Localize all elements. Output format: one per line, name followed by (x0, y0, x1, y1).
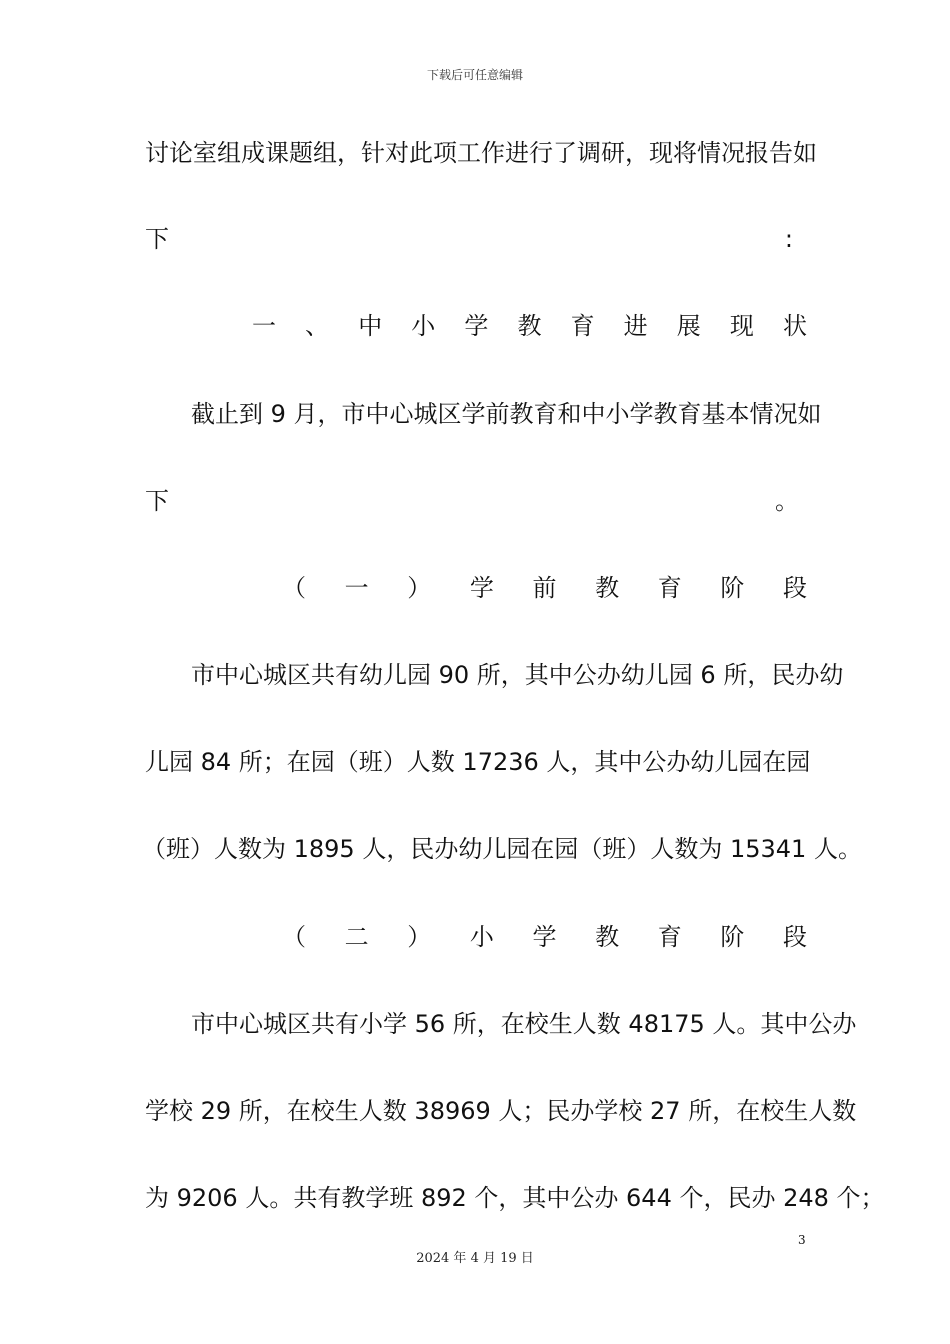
heading-char: ） (407, 574, 432, 602)
heading-char: 现 (729, 312, 754, 340)
paragraph-line (145, 222, 807, 256)
line-text: 下 (145, 225, 169, 253)
section-heading-3 (282, 920, 807, 954)
paragraph-line: 学校 29 所，在校生人数 38969 人；民办学校 27 所，在校生人数 (145, 1097, 857, 1125)
section-heading-2 (282, 571, 807, 605)
page-number: 3 (798, 1233, 806, 1247)
heading-char: 教 (595, 574, 620, 602)
heading-char: 教 (595, 923, 620, 951)
heading-char: 段 (783, 574, 807, 602)
paragraph-line: 截止到 9 月，市中心城区学前教育和中小学教育基本情况如 (191, 400, 822, 428)
heading-char: 段 (783, 923, 807, 951)
heading-char: 教 (517, 312, 542, 340)
heading-char: 状 (782, 312, 807, 340)
heading-char: 进 (623, 312, 648, 340)
paragraph-line: 儿园 84 所；在园（班）人数 17236 人，其中公办幼儿园在园 (145, 748, 811, 776)
section-heading-1 (252, 309, 807, 343)
paragraph-line: 市中心城区共有小学 56 所，在校生人数 48175 人。其中公办 (191, 1010, 857, 1038)
heading-char: （ (282, 574, 306, 602)
paragraph-line (145, 484, 807, 518)
page-header: 下载后可任意编辑 (426, 68, 523, 82)
heading-char: 阶 (720, 923, 745, 951)
heading-char: 小 (469, 923, 494, 951)
heading-char: 育 (570, 312, 595, 340)
heading-char: 一 (252, 312, 276, 340)
heading-char: 学 (469, 574, 494, 602)
heading-char: 小 (411, 312, 436, 340)
heading-char: 育 (657, 923, 682, 951)
paragraph-line: 市中心城区共有幼儿园 90 所，其中公办幼儿园 6 所，民办幼 (191, 661, 844, 689)
heading-char: 一 (344, 574, 369, 602)
heading-char: 中 (358, 312, 383, 340)
heading-char: 前 (532, 574, 557, 602)
paragraph-line: 为 9206 人。共有教学班 892 个，其中公办 644 个，民办 248 个； (145, 1184, 885, 1212)
heading-char: 学 (532, 923, 557, 951)
heading-char: （ (282, 923, 306, 951)
heading-char: 育 (657, 574, 682, 602)
heading-char: 二 (344, 923, 369, 951)
heading-char: 阶 (720, 574, 745, 602)
paragraph-line: （班）人数为 1895 人，民办幼儿园在园（班）人数为 15341 人。 (142, 835, 862, 863)
line-text: 下 (145, 487, 169, 515)
heading-char: 学 (464, 312, 489, 340)
heading-char: 、 (305, 312, 330, 340)
line-punct: 。 (775, 487, 799, 515)
page-footer-date: 2024 年 4 月 19 日 (416, 1251, 534, 1266)
line-punct: : (784, 225, 793, 253)
heading-char: ） (407, 923, 432, 951)
paragraph-line: 讨论室组成课题组，针对此项工作进行了调研，现将情况报告如 (145, 139, 817, 167)
heading-char: 展 (676, 312, 701, 340)
